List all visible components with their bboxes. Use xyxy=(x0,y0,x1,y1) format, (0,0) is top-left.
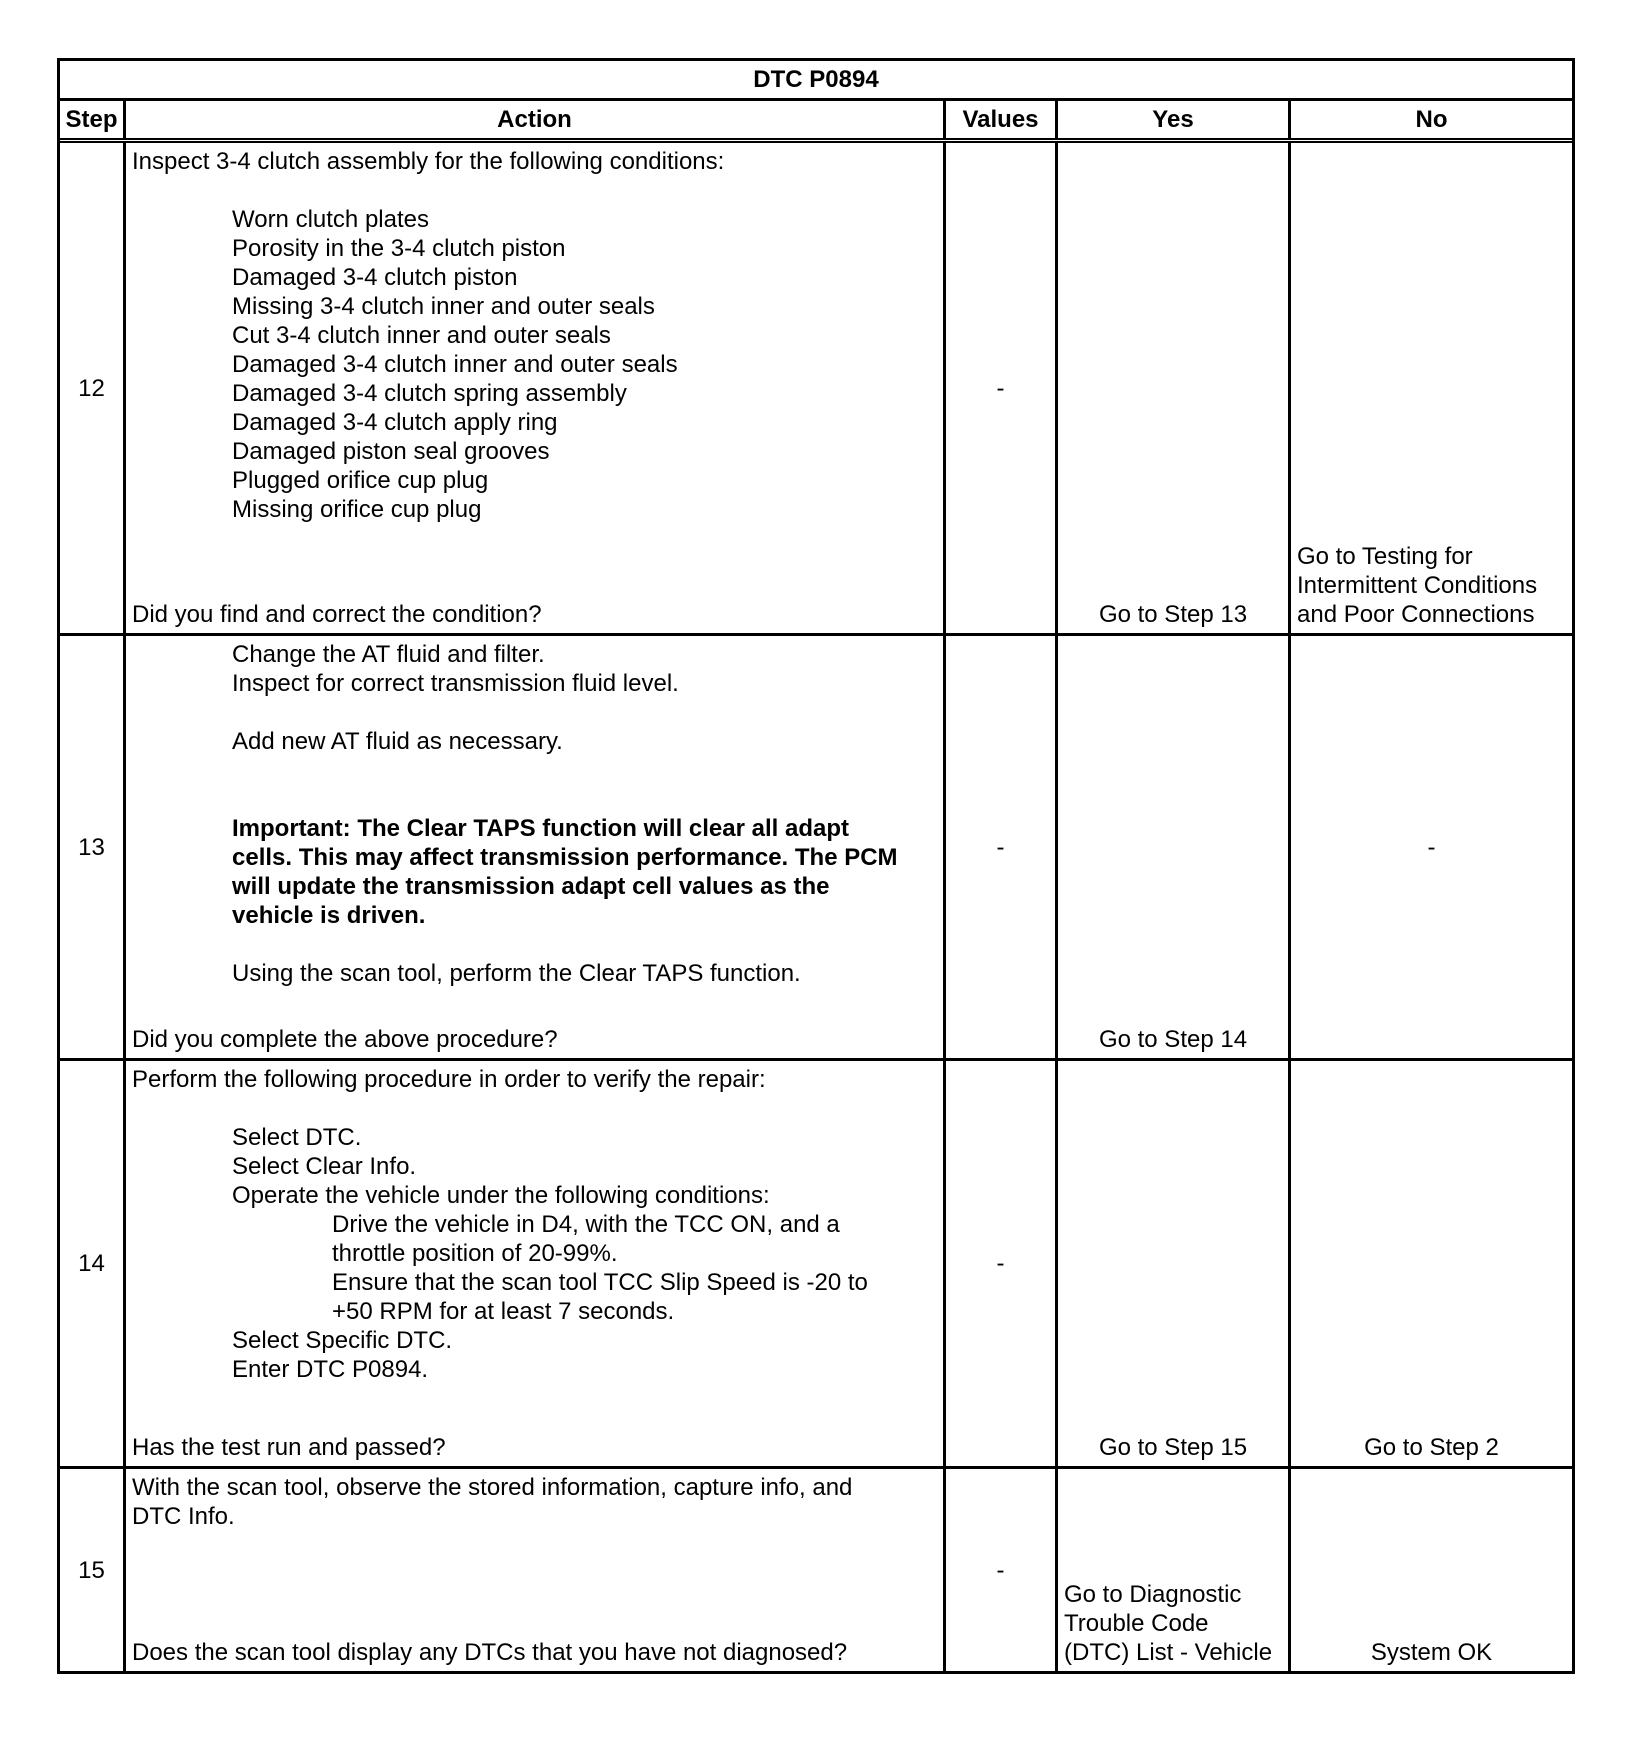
no-cell: - xyxy=(1427,833,1436,861)
values-cell: - xyxy=(946,1469,1058,1671)
header-action: Action xyxy=(126,101,946,138)
yes-text: (DTC) List - Vehicle xyxy=(1064,1639,1273,1666)
no-text: and Poor Connections xyxy=(1297,601,1535,628)
list-item: throttle position of 20-99%. xyxy=(332,1240,618,1267)
action-intro: DTC Info. xyxy=(132,1503,235,1530)
values-cell: - xyxy=(946,143,1058,633)
step-number: 14 xyxy=(60,1061,126,1466)
important-note xyxy=(232,814,943,930)
action-question: Did you complete the above procedure? xyxy=(132,1026,558,1053)
condition-list xyxy=(132,205,943,524)
list-item: Damaged 3-4 clutch spring assembly xyxy=(232,380,627,407)
step-number: 12 xyxy=(60,143,126,633)
list-item: Worn clutch plates xyxy=(232,206,429,233)
action-intro: With the scan tool, observe the stored information, capture info, and xyxy=(132,1474,853,1501)
step-number: 13 xyxy=(60,636,126,1058)
action-question: Did you find and correct the condition? xyxy=(132,601,542,628)
header-step: Step xyxy=(60,101,126,138)
sub-procedure-list xyxy=(132,1210,943,1326)
yes-text: Go to Diagnostic xyxy=(1064,1581,1242,1608)
table-row xyxy=(60,636,1572,1061)
list-item: Cut 3-4 clutch inner and outer seals xyxy=(232,322,611,349)
yes-text: Go to Step 14 xyxy=(1098,1026,1248,1053)
list-item: Damaged 3-4 clutch apply ring xyxy=(232,409,558,436)
important-line: cells. This may affect transmission performance. The PCM xyxy=(232,844,898,871)
list-item: Using the scan tool, perform the Clear TAPS function. xyxy=(232,960,801,987)
yes-text: Trouble Code xyxy=(1064,1610,1209,1637)
yes-cell xyxy=(1058,1469,1291,1671)
header-yes: Yes xyxy=(1058,101,1291,138)
list-item: Operate the vehicle under the following conditions: xyxy=(232,1182,770,1209)
table-row xyxy=(60,1469,1572,1671)
action-intro: Inspect 3-4 clutch assembly for the following conditions: xyxy=(132,148,725,175)
no-text: System OK xyxy=(1370,1639,1493,1666)
no-cell xyxy=(1291,143,1572,633)
action-intro: Perform the following procedure in order to verify the repair: xyxy=(132,1066,766,1093)
procedure-list xyxy=(132,1326,943,1384)
no-text: Go to Step 2 xyxy=(1364,1434,1499,1461)
important-line: vehicle is driven. xyxy=(232,902,426,929)
action-cell xyxy=(126,1061,946,1466)
step-number: 15 xyxy=(60,1469,126,1671)
table-title: DTC P0894 xyxy=(60,61,1572,101)
procedure-list xyxy=(132,1123,943,1210)
list-item: Change the AT fluid and filter. xyxy=(232,641,545,668)
action-cell xyxy=(126,143,946,633)
action-cell xyxy=(126,636,946,1058)
yes-cell xyxy=(1058,143,1291,633)
list-item: Drive the vehicle in D4, with the TCC ON, and a xyxy=(332,1211,840,1238)
list-item: Plugged orifice cup plug xyxy=(232,467,489,494)
list-item: Missing orifice cup plug xyxy=(232,496,482,523)
no-cell xyxy=(1291,1061,1572,1466)
table-row xyxy=(60,1061,1572,1469)
list-item: Damaged 3-4 clutch inner and outer seals xyxy=(232,351,678,378)
diagnostic-table xyxy=(57,58,1575,1674)
header-no: No xyxy=(1415,106,1448,133)
no-cell xyxy=(1291,1469,1572,1671)
list-item: Inspect for correct transmission fluid level. xyxy=(232,670,679,697)
action-question: Does the scan tool display any DTCs that you have not diagnosed? xyxy=(132,1639,848,1666)
no-text: Intermittent Conditions xyxy=(1297,572,1538,599)
important-line: will update the transmission adapt cell values as the xyxy=(232,873,830,900)
list-item: Enter DTC P0894. xyxy=(232,1356,429,1383)
list-item: +50 RPM for at least 7 seconds. xyxy=(332,1298,675,1325)
list-item: Ensure that the scan tool TCC Slip Speed is -20 to xyxy=(332,1269,868,1296)
values-cell: - xyxy=(946,636,1058,1058)
procedure-list xyxy=(132,640,943,988)
no-text: Go to Testing for xyxy=(1297,543,1473,570)
list-item: Damaged 3-4 clutch piston xyxy=(232,264,518,291)
yes-cell xyxy=(1058,636,1291,1058)
table-row xyxy=(60,143,1572,636)
list-item: Damaged piston seal grooves xyxy=(232,438,550,465)
list-item: Add new AT fluid as necessary. xyxy=(232,728,563,755)
yes-text: Go to Step 13 xyxy=(1098,601,1248,628)
list-item: Porosity in the 3-4 clutch piston xyxy=(232,235,566,262)
list-item: Missing 3-4 clutch inner and outer seals xyxy=(232,293,655,320)
important-line: Important: The Clear TAPS function will clear all adapt xyxy=(232,815,849,842)
action-question: Has the test run and passed? xyxy=(132,1434,446,1461)
header-row xyxy=(60,101,1572,143)
list-item: Select Specific DTC. xyxy=(232,1327,453,1354)
list-item: Select DTC. xyxy=(232,1124,362,1151)
list-item: Select Clear Info. xyxy=(232,1153,417,1180)
yes-cell xyxy=(1058,1061,1291,1466)
action-cell xyxy=(126,1469,946,1671)
yes-text: Go to Step 15 xyxy=(1098,1434,1248,1461)
header-values: Values xyxy=(946,101,1058,138)
values-cell: - xyxy=(946,1061,1058,1466)
